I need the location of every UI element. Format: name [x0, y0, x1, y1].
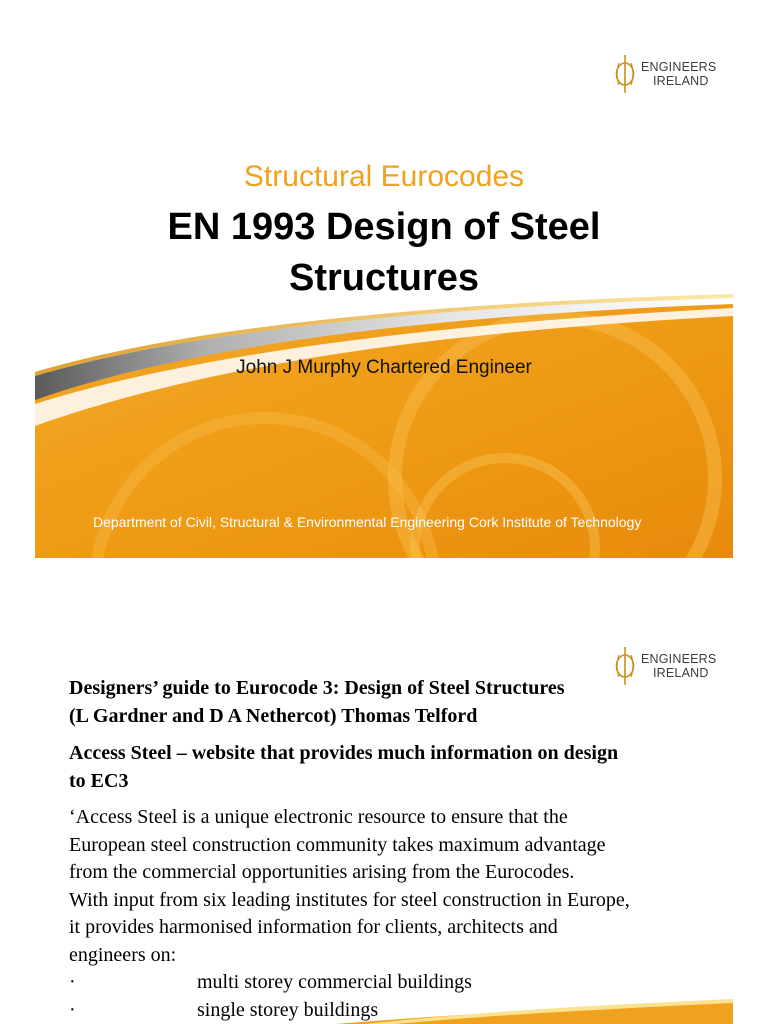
bullet-item [69, 969, 709, 997]
reference-1 [69, 674, 709, 730]
reference-2-line-1: Access Steel – website that provides much information on design [69, 742, 619, 764]
engineers-ireland-logo [612, 54, 716, 94]
slide-subtitle: Structural Eurocodes [243, 160, 525, 193]
engineers-ireland-emblem-icon [612, 54, 638, 94]
orange-swoosh-banner [35, 998, 733, 1024]
bullet-text: multi storey commercial buildings [197, 971, 472, 993]
bullet-marker: · [69, 971, 76, 993]
title-line-2: Structures [288, 257, 480, 299]
quote-line: it provides harmonised information for clients, architects and [69, 916, 558, 938]
quote-line: With input from six leading institutes for steel construction in Europe, [69, 888, 630, 911]
reference-1-line-1: Designers’ guide to Eurocode 3: Design of Steel Structures [69, 677, 565, 699]
quote-line: ‘Access Steel is a unique electronic resource to ensure that the [69, 806, 568, 828]
references-slide [35, 628, 733, 1024]
quote-line: engineers on: [69, 943, 177, 966]
reference-2-line-2: to EC3 [69, 770, 129, 792]
quote-line: European steel construction community takes maximum advantage [69, 833, 606, 856]
bullet-marker: · [69, 998, 76, 1021]
department-line: Department of Civil, Structural & Environmental Engineering Cork Institute of Technology [93, 514, 642, 530]
logo-line1: ENGINEERS [641, 652, 717, 666]
author-line: John J Murphy Chartered Engineer [236, 357, 532, 378]
logo-line2: IRELAND [653, 666, 709, 680]
title-line-1: EN 1993 Design of Steel [167, 206, 601, 248]
quote-line: from the commercial opportunities arising from the Eurocodes. [69, 861, 575, 883]
logo-wordmark [641, 60, 716, 88]
slide-body [69, 674, 709, 1024]
access-steel-quote [69, 804, 709, 969]
reference-1-line-2: (L Gardner and D A Nethercot) Thomas Telford [69, 705, 478, 727]
title-slide [35, 28, 733, 558]
reference-2 [69, 739, 709, 795]
logo-line1: ENGINEERS [641, 60, 717, 74]
logo-line2: IRELAND [653, 74, 709, 88]
bullet-text: single storey buildings [197, 998, 379, 1021]
